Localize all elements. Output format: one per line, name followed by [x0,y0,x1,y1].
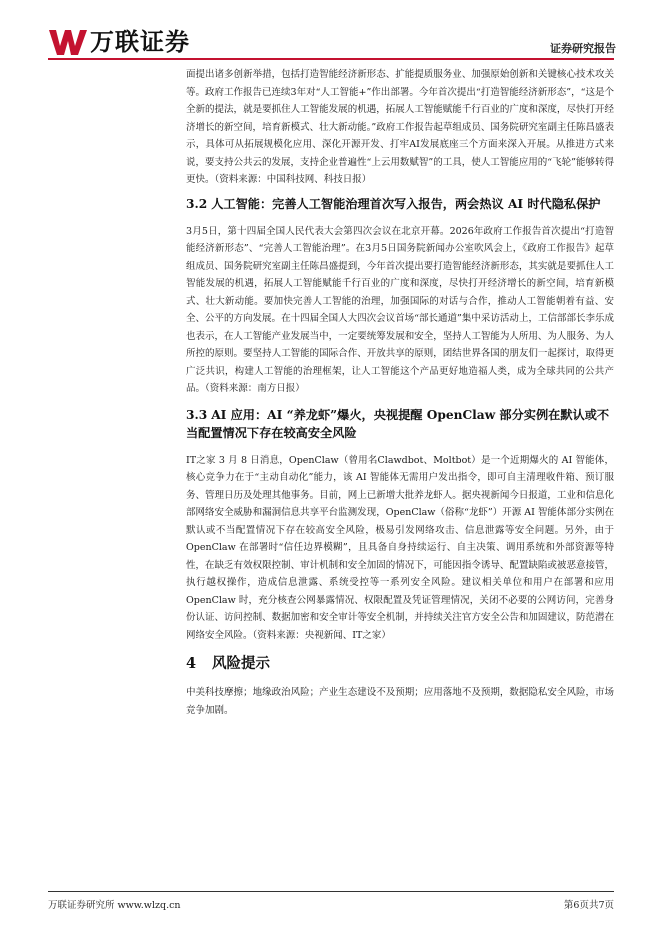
section-heading-3-2 [186,195,614,213]
report-type-label: 证券研究报告 [550,42,616,55]
header-divider [48,58,614,60]
page-number: 第6页共7页 [563,900,614,911]
section-body-4: 中美科技摩擦；地缘政治风险；产业生态建设不及预期；应用落地不及预期，数据隐私安全风险，市场竞争加剧。 [186,687,614,716]
section-number: 3.2 [186,196,208,211]
main-content [186,66,614,719]
intro-paragraph: 面提出诸多创新举措，包括打造智能经济新形态、扩能提质服务业、加强原始创新和关键核心技术攻关等。政府工作报告已连续3年对“人工智能+”作出部署。今年首次提出“打造智能经济新形态”，“这是个全新的提法，就是要抓住人工智能发展的机遇，拓展人工智能赋能千行百业的广度和深度，尽快打开经济增长的新空间，培育新模式、壮大新动能。”政府工作报告起草组成员、国务院研究室副主任陈昌盛表示，具体可从拓展规模化应用、深化开源开发、打牢AI发展底座三个方面来深入开展。从推进方式来说，要支持公共云的发展，支持企业普遍性“上云用数赋智”的工具，使人工智能应用的“飞轮”能够转得更快。（资料来源：中国科技网、科技日报） [186,69,614,185]
page-header [0,0,662,62]
section-title: AI 应用：AI “养龙虾”爆火，央视提醒 OpenClaw 部分实例在默认或不当配置情况下存在较高安全风险 [186,407,610,440]
footer-source: 万联证券研究所 www.wlzq.cn [48,900,181,911]
section-title: 人工智能：完善人工智能治理首次写入报告，两会热议 AI 时代隐私保护 [211,196,601,211]
section-body-3-2: 3月5日，第十四届全国人民代表大会第四次会议在北京开幕。2026年政府工作报告首次提出“打造智能经济新形态”、“完善人工智能治理”。在3月5日国务院新闻办公室吹风会上，《政府工作报告》起草组成员、国务院研究室副主任陈昌盛提到，今年首次提出要打造智能经济新形态，其实就是要抓住人工智能发展的机遇，拓展人工智能赋能千行百业的广度和深度，尽快打开经济增长的新空间，培育新模式、壮大新动能。要加快完善人工智能的治理，加强国际的对话与合作，推动人工智能朝着有益、安全、公平的方向发展。在十四届全国人大四次会议首场“部长通道”集中采访活动上，工信部部长李乐成也表示，在人工智能产业发展当中，一定要统筹发展和安全，坚持人工智能为人所用、为人服务、为人所控的原则。要坚持人工智能的国际合作、开放共享的原则，团结世界各国的朋友们一起探讨，取得更广泛共识，构建人工智能的治理框架，让人工智能这个产品更好地造福人类，成为全球共同的公共产品。（资料来源：南方日报） [186,225,614,394]
section-heading-4 [186,654,614,674]
section-number: 4 [186,655,197,672]
logo-text: 万联证券 [90,28,190,56]
footer-divider [48,891,614,892]
section-heading-3-3 [186,406,614,442]
wanlian-w-logo-icon [48,28,88,56]
company-logo [48,28,190,56]
section-title: 风险提示 [212,655,270,672]
section-body-3-3: IT之家 3 月 8 日消息，OpenClaw（曾用名Clawdbot、Moltbot）是一个近期爆火的 AI 智能体，核心竞争力在于“主动自动化”能力，该 AI 智能体无需用户发出指令，即可自主清理收件箱、预订服务、管理日历及处理其他事务。目前，网上已新增大批养龙虾人。据央视新闻今日报道，工业和信息化部网络安全威胁和漏洞信息共享平台监测发现，OpenClaw（俗称“龙虾”）开源 AI 智能体部分实例在默认或不当配置情况下存在较高安全风险，极易引发网络攻击、信息泄露等安全问题。另外，由于 OpenClaw 在部署时“信任边界模糊”，且具备自身持续运行、自主决策、调用系统和外部资源等特性，在缺乏有效权限控制、审计机制和安全加固的情况下，可能因指令诱导、配置缺陷或被恶意接管，执行越权操作，造成信息泄露、系统受控等一系列安全风险。建议相关单位和用户在部署和应用 OpenClaw 时，充分核查公网暴露情况、权限配置及凭证管理情况，关闭不必要的公网访问，完善身份认证、访问控制、数据加密和安全审计等安全机制，并持续关注官方安全公告和加固建议，防范潜在网络安全风险。（资料来源：央视新闻、IT之家） [186,454,614,641]
section-number: 3.3 [186,407,208,422]
